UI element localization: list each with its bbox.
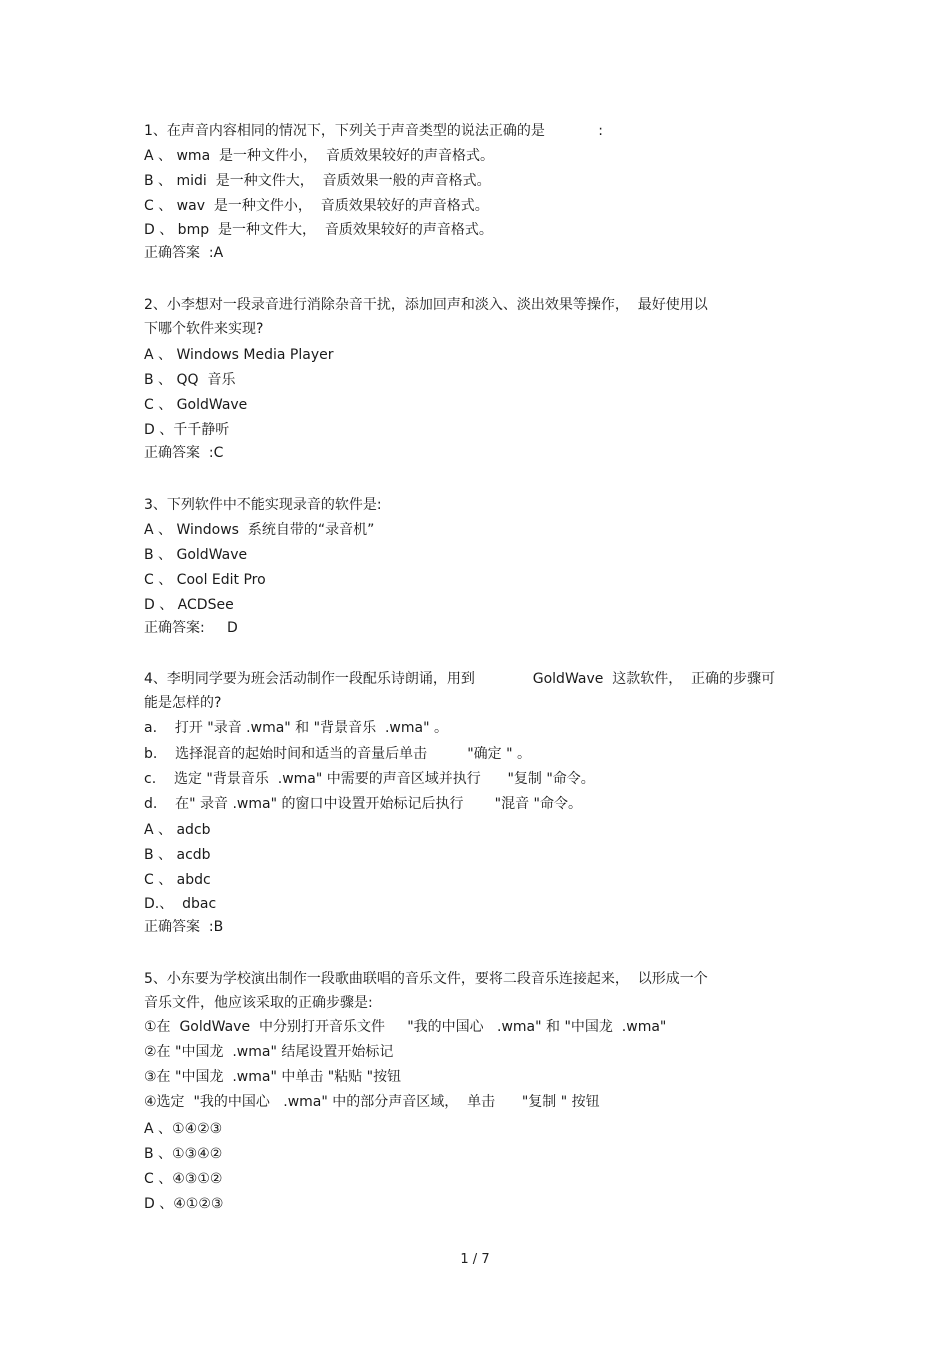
- question-5-stem-line-1: 5、小东要为学校演出制作一段歌曲联唱的音乐文件，要将二段音乐连接起来， 以形成一个: [144, 971, 708, 987]
- question-1-option-d: D 、 bmp 是一种文件大， 音质效果较好的声音格式。: [144, 222, 493, 238]
- question-3-stem: 3、下列软件中不能实现录音的软件是:: [144, 497, 382, 513]
- question-1-answer: 正确答案 :A: [144, 245, 224, 261]
- question-5-option-c: C 、④③①②: [144, 1171, 223, 1187]
- question-3-option-a: A 、 Windows 系统自带的“录音机”: [144, 522, 375, 538]
- question-4-stem-line-2: 能是怎样的?: [144, 695, 222, 711]
- page-number: 1 / 7: [460, 1252, 490, 1267]
- question-5-stem-line-2: 音乐文件，他应该采取的正确步骤是:: [144, 995, 373, 1011]
- question-5-step-2: ②在 "中国龙 .wma" 结尾设置开始标记: [144, 1044, 394, 1060]
- question-4-answer: 正确答案 :B: [144, 919, 224, 935]
- question-5-step-4: ④选定 "我的中国心 .wma" 中的部分声音区域， 单击 "复制 " 按钮: [144, 1094, 600, 1110]
- question-3-answer: 正确答案: D: [144, 620, 238, 636]
- question-1-option-c: C 、 wav 是一种文件小， 音质效果较好的声音格式。: [144, 198, 489, 214]
- question-2-stem-line-2: 下哪个软件来实现?: [144, 321, 264, 337]
- question-4-stem-line-1: 4、李明同学要为班会活动制作一段配乐诗朗诵，用到 GoldWave 这款软件， 正确的步骤可: [144, 671, 776, 687]
- question-3-option-c: C 、 Cool Edit Pro: [144, 572, 266, 588]
- question-4-step-a: a. 打开 "录音 .wma" 和 "背景音乐 .wma" 。: [144, 720, 448, 736]
- question-2-option-a: A 、 Windows Media Player: [144, 347, 334, 363]
- question-2-option-b: B 、 QQ 音乐: [144, 372, 236, 388]
- question-2-answer: 正确答案 :C: [144, 445, 224, 461]
- question-5-step-1: ①在 GoldWave 中分别打开音乐文件 "我的中国心 .wma" 和 "中国龙 .wma": [144, 1019, 667, 1035]
- question-4-option-c: C 、 abdc: [144, 872, 211, 888]
- question-2-stem-line-1: 2、小李想对一段录音进行消除杂音干扰，添加回声和淡入、淡出效果等操作， 最好使用以: [144, 297, 708, 313]
- question-1-stem: 1、在声音内容相同的情况下，下列关于声音类型的说法正确的是 :: [144, 123, 604, 139]
- question-5-step-3: ③在 "中国龙 .wma" 中单击 "粘贴 "按钮: [144, 1069, 402, 1085]
- question-4-step-c: c. 选定 "背景音乐 .wma" 中需要的声音区域并执行 "复制 "命令。: [144, 771, 595, 787]
- question-1-option-b: B 、 midi 是一种文件大， 音质效果一般的声音格式。: [144, 173, 491, 189]
- question-4-option-b: B 、 acdb: [144, 847, 211, 863]
- question-4-step-d: d. 在" 录音 .wma" 的窗口中设置开始标记后执行 "混音 "命令。: [144, 796, 582, 812]
- question-4-step-b: b. 选择混音的起始时间和适当的音量后单击 "确定 " 。: [144, 746, 531, 762]
- question-4-option-a: A 、 adcb: [144, 822, 211, 838]
- question-3-option-d: D 、 ACDSee: [144, 597, 234, 613]
- question-4-option-d: D.、 dbac: [144, 896, 217, 912]
- question-5-option-d: D 、④①②③: [144, 1196, 224, 1212]
- question-5-option-b: B 、①③④②: [144, 1146, 223, 1162]
- question-2-option-d: D 、千千静听: [144, 422, 230, 438]
- question-3-option-b: B 、 GoldWave: [144, 547, 248, 563]
- question-1-option-a: A 、 wma 是一种文件小， 音质效果较好的声音格式。: [144, 148, 494, 164]
- question-2-option-c: C 、 GoldWave: [144, 397, 248, 413]
- question-5-option-a: A 、①④②③: [144, 1121, 223, 1137]
